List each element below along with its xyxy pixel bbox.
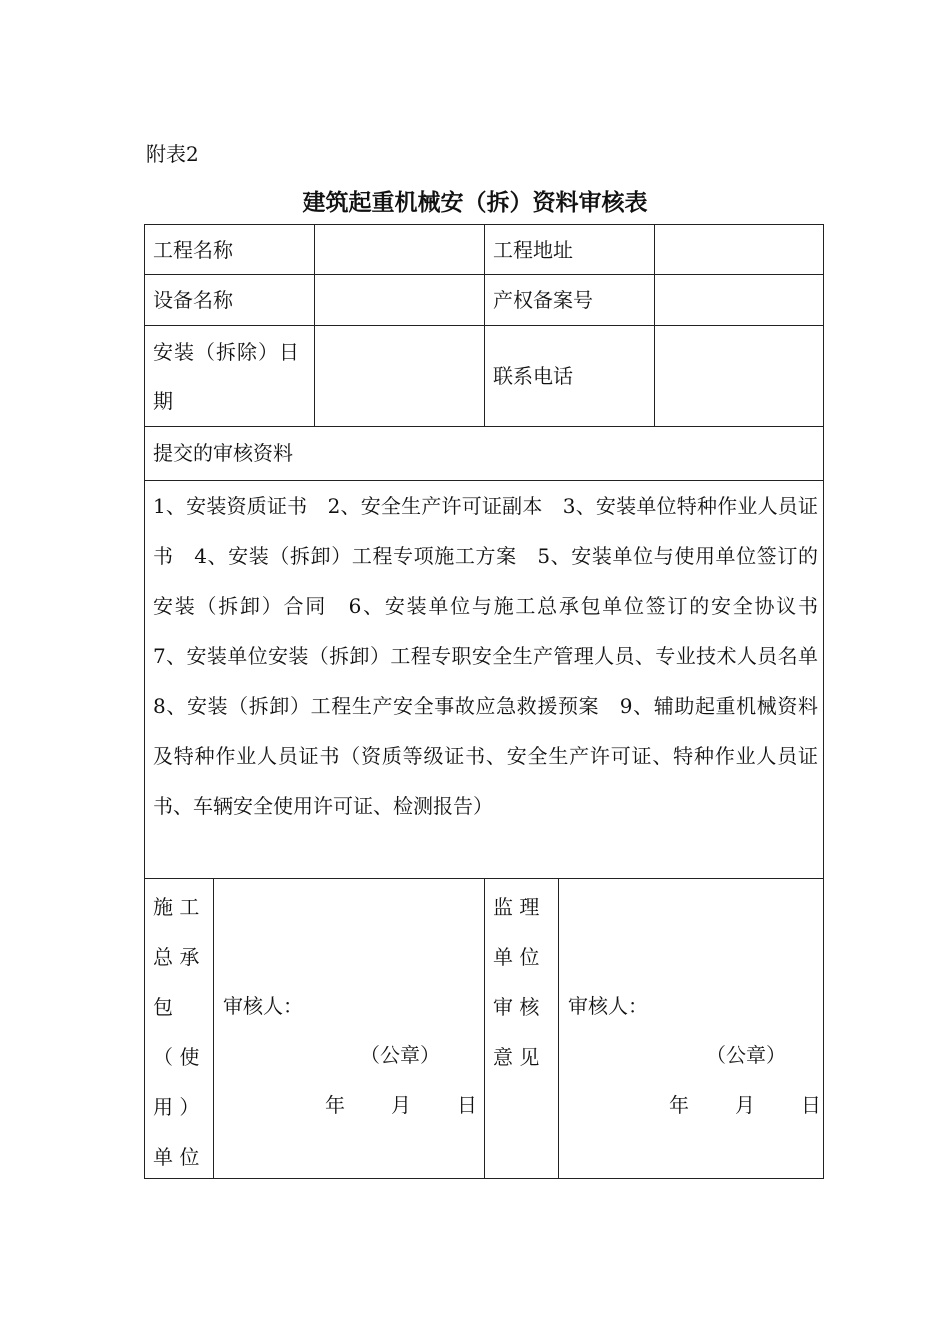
install-date-field[interactable] [322,364,477,389]
supervisor-label-line: 监 理 [493,895,540,919]
col-divider [654,224,655,426]
supervisor-label-line: 审 核 [493,995,540,1019]
equipment-name-label: 设备名称 [153,288,233,312]
contact-phone-field[interactable] [662,364,817,389]
supervisor-date: 年 月 日 [669,1093,823,1117]
property-record-label: 产权备案号 [493,288,593,312]
col-divider [484,878,485,1178]
row-divider [144,426,824,427]
supervisor-label-line: 意 见 [493,1045,540,1069]
col-divider [558,878,559,1178]
col-divider [484,224,485,426]
project-address-label: 工程地址 [493,238,573,262]
contractor-reviewer: 审核人： [223,994,303,1018]
contractor-label-line: （ 使 [153,1045,200,1069]
contact-phone-label: 联系电话 [493,364,573,388]
project-name-field[interactable] [322,238,477,263]
supervisor-label-line: 单 位 [493,945,540,969]
contractor-label-line: 总 承 [153,945,200,969]
install-date-label-line2: 期 [153,389,173,413]
supervisor-label [493,882,539,1082]
project-name-label: 工程名称 [153,238,233,262]
property-record-field[interactable] [662,288,817,313]
contractor-label-line: 包 [153,995,173,1019]
form-title: 建筑起重机械安（拆）资料审核表 [302,190,648,216]
equipment-name-field[interactable] [322,288,477,313]
materials-list: 1、安装资质证书 2、安全生产许可证副本 3、安装单位特种作业人员证书 4、安装（拆卸）工程专项施工方案 5、安装单位与使用单位签订的安装（拆卸）合同 6、安装单位与施工总承包单位签订的安全协议书 7、安装单位安装（拆卸）工程专职安全生产管理人员、专业技术人员名单 8、安装（拆卸）工程生产安全事故应急救援预案 9、辅助起重机械资料及特种作业人员证书（资质等级证书、安全生产许可证、特种作业人员证书、车辆安全使用许可证、检测报告） [153,494,838,818]
contractor-seal: （公章） [360,1043,440,1067]
contractor-label-line: 施 工 [153,895,200,919]
contractor-label-line: 单 位 [153,1145,200,1169]
contractor-date: 年 月 日 [325,1093,479,1117]
project-address-field[interactable] [662,238,817,263]
contractor-label-line: 用 ） [153,1095,200,1119]
supervisor-reviewer: 审核人： [568,994,648,1018]
materials-heading: 提交的审核资料 [153,441,293,465]
contractor-label [153,882,199,1182]
install-date-label-line1: 安装（拆除）日 [153,340,300,364]
supervisor-seal: （公章） [706,1043,786,1067]
col-divider [213,878,214,1178]
col-divider [314,224,315,426]
appendix-label: 附表2 [146,142,199,166]
